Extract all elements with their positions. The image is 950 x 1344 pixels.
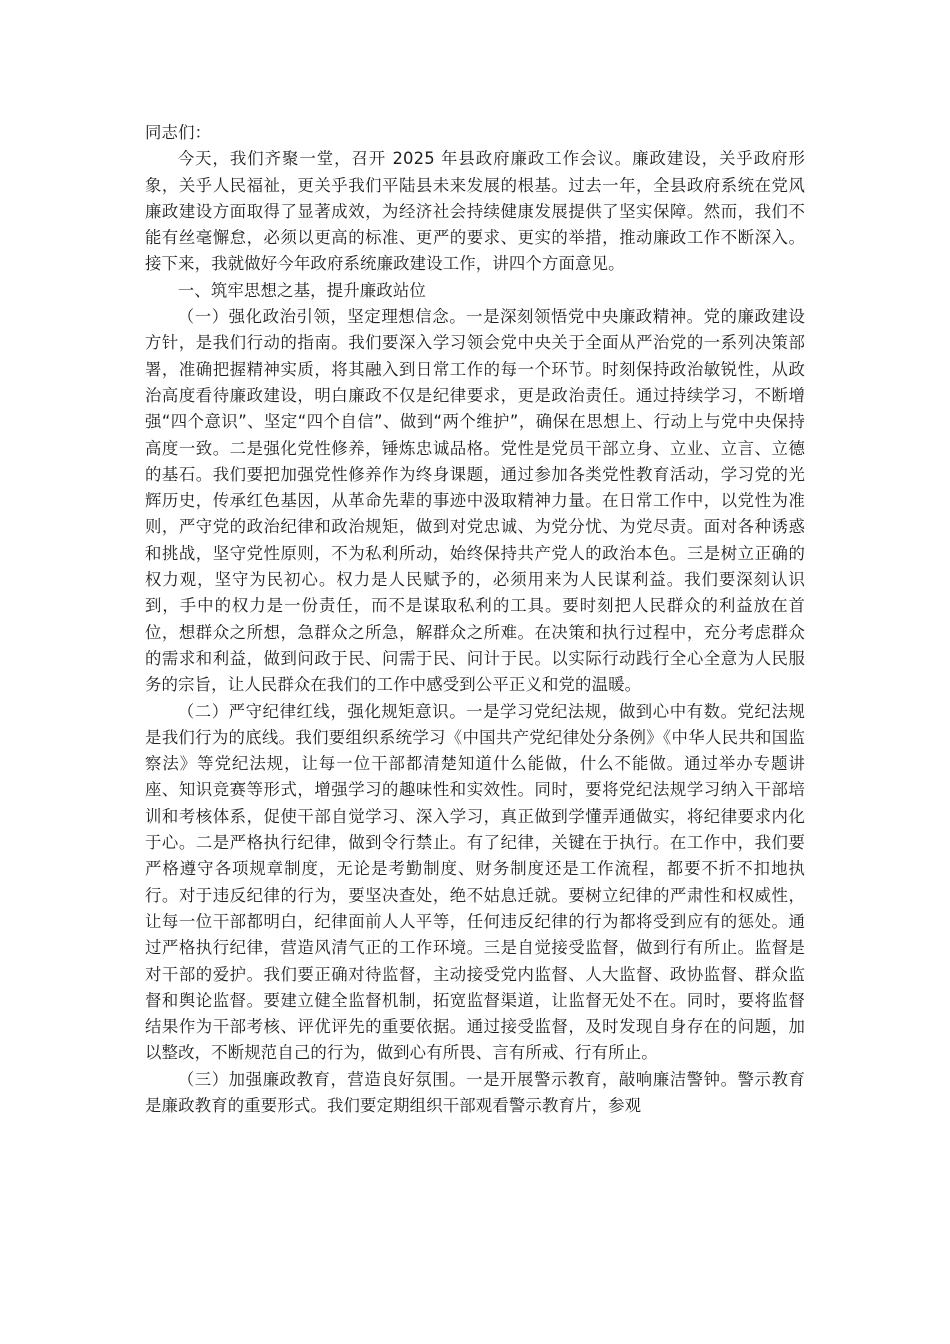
paragraph-political-guidance: （一）强化政治引领，坚定理想信念。一是深刻领悟党中央廉政精神。党的廉政建设方针，是我们行动的指南。我们要深入学习领会党中央关于全面从严治党的一系列决策部署，准确把握精神实质，将其融入到日常工作的每一个环节。时刻保持政治敏锐性，从政治高度看待廉政建设，明白廉政不仅是纪律要求，更是政治责任。通过持续学习，不断增强“四个意识”、坚定“四个自信”、做到“两个维护”，确保在思想上、行动上与党中央保持高度一致。二是强化党性修养，锤炼忠诚品格。党性是党员干部立身、立业、立言、立德的基石。我们要把加强党性修养作为终身课题，通过参加各类党性教育活动，学习党的光辉历史，传承红色基因，从革命先辈的事迹中汲取精神力量。在日常工作中，以党性为准则，严守党的政治纪律和政治规矩，做到对党忠诚、为党分忧、为党尽责。面对各种诱惑和挑战，坚守党性原则，不为私利所动，始终保持共产党人的政治本色。三是树立正确的权力观，坚守为民初心。权力是人民赋予的，必须用来为人民谋利益。我们要深刻认识到，手中的权力是一份责任，而不是谋取私利的工具。要时刻把人民群众的利益放在首位，想群众之所想，急群众之所急，解群众之所难。在决策和执行过程中，充分考虑群众的需求和利益，做到问政于民、问需于民、问计于民。以实际行动践行全心全意为人民服务的宗旨，让人民群众在我们的工作中感受到公平正义和党的温暖。 <box>145 307 805 695</box>
greeting: 同志们： <box>145 123 212 142</box>
paragraph-intro: 今天，我们齐聚一堂，召开 2025 年县政府廉政工作会议。廉政建设，关乎政府形象，关乎人民福祉，更关乎我们平陆县未来发展的根基。过去一年，全县政府系统在党风廉政建设方面取得了显著成效，为经济社会持续健康发展提供了坚实保障。然而，我们不能有丝毫懈怠，必须以更高的标准、更严的要求、更实的举措，推动廉政工作不断深入。接下来，我就做好今年政府系统廉政建设工作，讲四个方面意见。 <box>145 149 805 274</box>
speech-document <box>145 120 805 1119</box>
paragraph-discipline: （二）严守纪律红线，强化规矩意识。一是学习党纪法规，做到心中有数。党纪法规是我们行为的底线。我们要组织系统学习《中国共产党纪律处分条例》《中华人民共和国监察法》等党纪法规，让每一位干部都清楚知道什么能做，什么不能做。通过举办专题讲座、知识竞赛等形式，增强学习的趣味性和实效性。同时，要将党纪法规学习纳入干部培训和考核体系，促使干部自觉学习、深入学习，真正做到学懂弄通做实，将纪律要求内化于心。二是严格执行纪律，做到令行禁止。有了纪律，关键在于执行。在工作中，我们要严格遵守各项规章制度，无论是考勤制度、财务制度还是工作流程，都要不折不扣地执行。对于违反纪律的行为，要坚决查处，绝不姑息迁就。要树立纪律的严肃性和权威性，让每一位干部都明白，纪律面前人人平等，任何违反纪律的行为都将受到应有的惩处。通过严格执行纪律，营造风清气正的工作环境。三是自觉接受监督，做到行有所止。监督是对干部的爱护。我们要正确对待监督，主动接受党内监督、人大监督、政协监督、群众监督和舆论监督。要建立健全监督机制，拓宽监督渠道，让监督无处不在。同时，要将监督结果作为干部考核、评优评先的重要依据。通过接受监督，及时发现自身存在的问题，加以整改，不断规范自己的行为，做到心有所畏、言有所戒、行有所止。 <box>145 701 805 1063</box>
section-heading-1: 一、筑牢思想之基，提升廉政站位 <box>177 280 426 300</box>
paragraph-education: （三）加强廉政教育，营造良好氛围。一是开展警示教育，敲响廉洁警钟。警示教育是廉政教育的重要形式。我们要定期组织干部观看警示教育片，参观 <box>145 1069 805 1115</box>
